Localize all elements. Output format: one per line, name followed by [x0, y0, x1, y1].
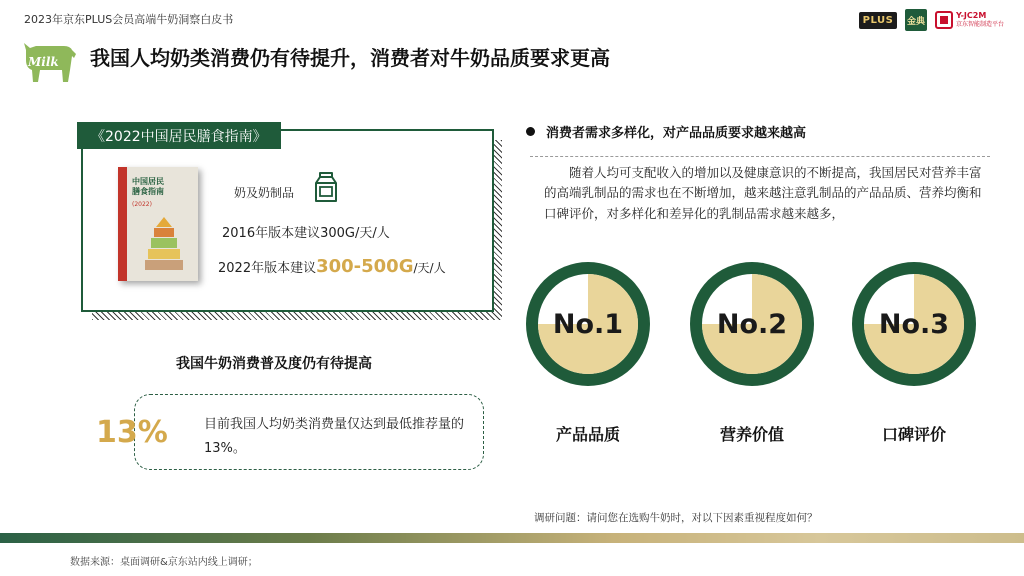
partner-logos: [859, 9, 1004, 31]
plus-logo: PLUS: [859, 12, 897, 29]
recommendation-2022: [218, 256, 446, 277]
book-year: (2022): [132, 201, 152, 208]
demand-heading: 消费者需求多样化，对产品品质要求越来越高: [546, 126, 807, 141]
jindian-logo: 金典: [905, 9, 927, 31]
book-title: [132, 177, 164, 197]
footer-gradient-band: [0, 533, 1024, 543]
rank-circle-3: [852, 262, 976, 386]
recommendation-2022-suffix: /天/人: [413, 261, 446, 275]
rank-circle-2: [690, 262, 814, 386]
yjc2m-logo: [935, 11, 1004, 29]
food-pagoda-icon: [144, 215, 184, 271]
rank-1-label: 产品品质: [555, 425, 620, 444]
book-title-line1: 中国居民: [132, 177, 164, 186]
book-title-line2: 膳食指南: [132, 187, 164, 196]
dairy-label: 奶及奶制品: [234, 186, 295, 200]
page-title: 我国人均奶类消费仍有待提升，消费者对牛奶品质要求更高: [90, 46, 610, 70]
rank-1-text: No.1: [552, 308, 624, 340]
milk-carton-icon: [313, 171, 339, 203]
recommendation-2016: 2016年版本建议300G/天/人: [222, 226, 390, 241]
demand-paragraph: 随着人均可支配收入的增加以及健康意识的不断提高，我国居民对营养丰富的高端乳制品的需求也在不断增加，越来越注意乳制品的产品品质、营养均衡和口碑评价，对多样化和差异化的乳制品需求越来越多，: [544, 165, 982, 221]
milk-cow-icon: [20, 40, 78, 84]
percentage-value: 13%: [96, 415, 168, 450]
cow-icon-label: Milk: [28, 55, 59, 69]
rank-2-text: No.2: [716, 308, 788, 340]
popularity-heading: 我国牛奶消费普及度仍有待提高: [176, 356, 372, 372]
percentage-description: 目前我国人均奶类消费量仅达到最低推荐量的13%。: [204, 417, 465, 457]
recommendation-2022-prefix: 2022年版本建议: [218, 261, 317, 276]
yjc2m-mark-icon: [935, 11, 953, 29]
yjc2m-logo-line1: Y-JC2M: [955, 11, 987, 20]
data-source: 数据来源：桌面调研&京东站内线上调研；: [70, 557, 258, 568]
bullet-dot-icon: [526, 127, 535, 136]
yjc2m-logo-line2: 京东智能制造平台: [955, 21, 1004, 28]
rank-circle-1: [526, 262, 650, 386]
report-title: 2023年京东PLUS会员高端牛奶洞察白皮书: [24, 13, 234, 26]
rank-2-label: 营养价值: [719, 425, 784, 444]
guide-panel-label: 《2022中国居民膳食指南》: [77, 122, 281, 149]
rank-3-text: No.3: [878, 308, 950, 340]
dashed-divider: [530, 156, 990, 157]
rank-3-label: 口碑评价: [881, 425, 946, 444]
survey-question: 调研问题：请问您在选购牛奶时，对以下因素重视程度如何？: [534, 512, 818, 524]
recommendation-2022-highlight: 300-500G: [316, 256, 414, 277]
dietary-guide-book: [118, 167, 198, 281]
